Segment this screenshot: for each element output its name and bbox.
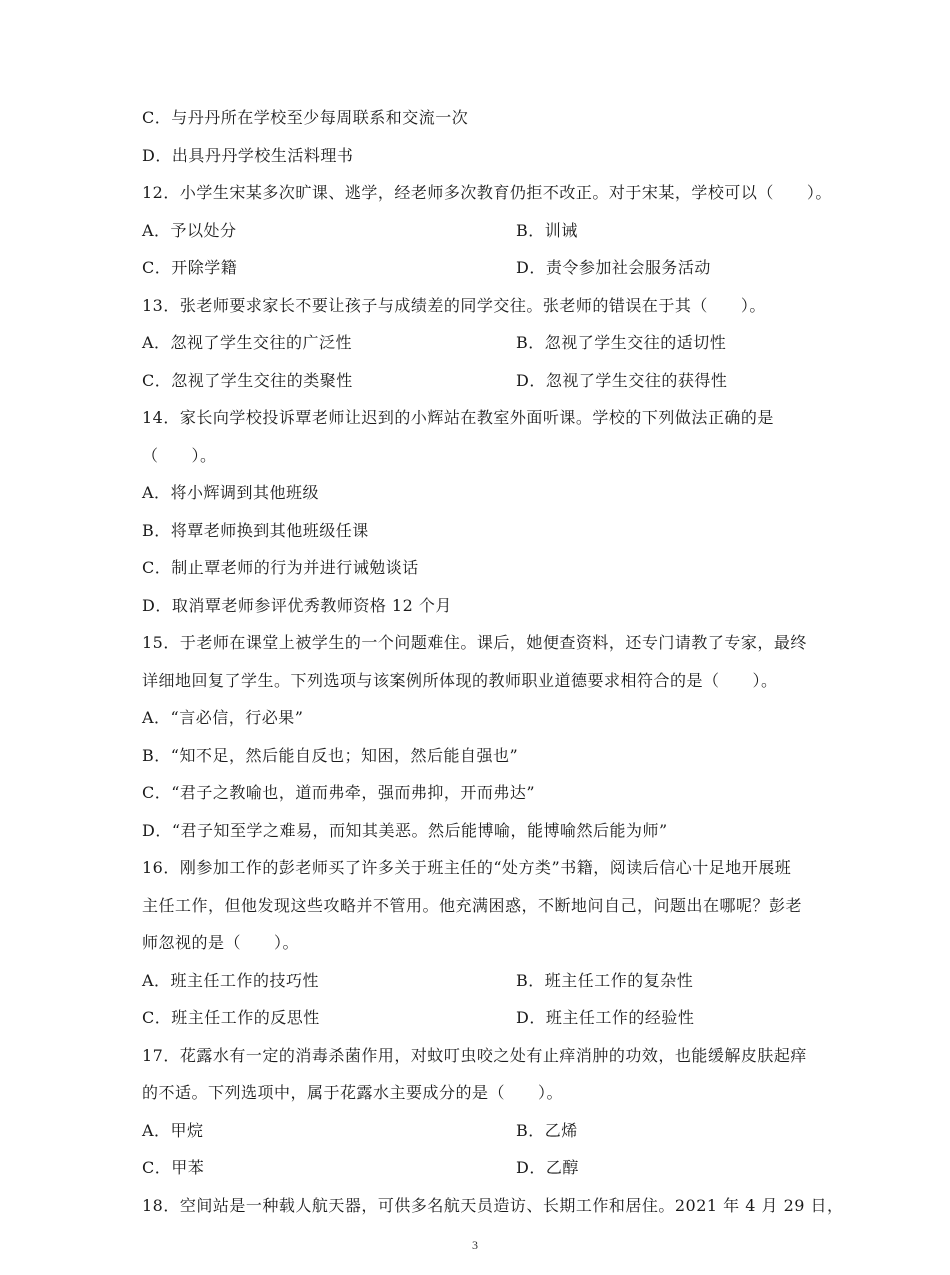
option-b-q13: B．忽视了学生交往的适切性 bbox=[516, 333, 727, 352]
option-c-q12: C．开除学籍 bbox=[142, 258, 238, 277]
question-14-stem-cont: （ ）。 bbox=[142, 446, 217, 465]
question-14-stem: 14．家长向学校投诉覃老师让迟到的小辉站在教室外面听课。学校的下列做法正确的是 bbox=[142, 408, 774, 427]
question-15-stem-cont: 详细地回复了学生。下列选项与该案例所体现的教师职业道德要求相符合的是（ ）。 bbox=[142, 671, 778, 690]
option-d-q16: D．班主任工作的经验性 bbox=[516, 1008, 695, 1027]
option-b-q15: B．“知不足，然后能自反也；知困，然后能自强也” bbox=[142, 746, 519, 765]
option-b-q16: B．班主任工作的复杂性 bbox=[516, 971, 694, 990]
option-d-q13: D．忽视了学生交往的获得性 bbox=[516, 371, 728, 390]
option-d-q15: D．“君子知至学之难易，而知其美恶。然后能博喻，能博喻然后能为师” bbox=[142, 821, 668, 840]
option-c-q16: C．班主任工作的反思性 bbox=[142, 1008, 320, 1027]
option-b-q14: B．将覃老师换到其他班级任课 bbox=[142, 521, 369, 540]
option-c-q11: C．与丹丹所在学校至少每周联系和交流一次 bbox=[142, 108, 469, 127]
option-a-q14: A．将小辉调到其他班级 bbox=[142, 483, 320, 502]
question-16-stem: 16．刚参加工作的彭老师买了许多关于班主任的“处方类”书籍，阅读后信心十足地开展班 bbox=[142, 858, 792, 877]
question-18-stem: 18．空间站是一种载人航天器，可供多名航天员造访、长期工作和居住。2021 年 4 月 29 日， bbox=[142, 1196, 844, 1215]
page-number: 3 bbox=[472, 1238, 478, 1252]
option-a-q15: A．“言必信，行必果” bbox=[142, 708, 304, 727]
question-17-stem: 17．花露水有一定的消毒杀菌作用，对蚊叮虫咬之处有止痒消肿的功效，也能缓解皮肤起痒 bbox=[142, 1046, 807, 1065]
option-c-q15: C．“君子之教喻也，道而弗牵，强而弗抑，开而弗达” bbox=[142, 783, 536, 802]
option-d-q11: D．出具丹丹学校生活料理书 bbox=[142, 146, 354, 165]
option-d-q17: D．乙醇 bbox=[516, 1158, 579, 1177]
question-16-stem-cont1: 主任工作，但他发现这些攻略并不管用。他充满困惑，不断地问自己，问题出在哪呢？彭老 bbox=[142, 896, 803, 915]
question-13-stem: 13．张老师要求家长不要让孩子与成绩差的同学交往。张老师的错误在于其（ ）。 bbox=[142, 296, 766, 315]
option-d-q14: D．取消覃老师参评优秀教师资格 12 个月 bbox=[142, 596, 452, 615]
question-16-stem-cont2: 师忽视的是（ ）。 bbox=[142, 933, 300, 952]
option-c-q17: C．甲苯 bbox=[142, 1158, 205, 1177]
option-a-q16: A．班主任工作的技巧性 bbox=[142, 971, 320, 990]
option-a-q17: A．甲烷 bbox=[142, 1121, 204, 1140]
option-b-q17: B．乙烯 bbox=[516, 1121, 578, 1140]
question-15-stem: 15．于老师在课堂上被学生的一个问题难住。课后，她便查资料，还专门请教了专家，最终 bbox=[142, 633, 807, 652]
option-a-q13: A．忽视了学生交往的广泛性 bbox=[142, 333, 353, 352]
option-c-q13: C．忽视了学生交往的类聚性 bbox=[142, 371, 353, 390]
option-c-q14: C．制止覃老师的行为并进行诫勉谈话 bbox=[142, 558, 419, 577]
question-12-stem: 12．小学生宋某多次旷课、逃学，经老师多次教育仍拒不改正。对于宋某，学校可以（ ）。 bbox=[142, 183, 832, 202]
option-a-q12: A．予以处分 bbox=[142, 221, 237, 240]
option-b-q12: B．训诫 bbox=[516, 221, 578, 240]
question-17-stem-cont: 的不适。下列选项中，属于花露水主要成分的是（ ）。 bbox=[142, 1083, 564, 1102]
option-d-q12: D．责令参加社会服务活动 bbox=[516, 258, 711, 277]
